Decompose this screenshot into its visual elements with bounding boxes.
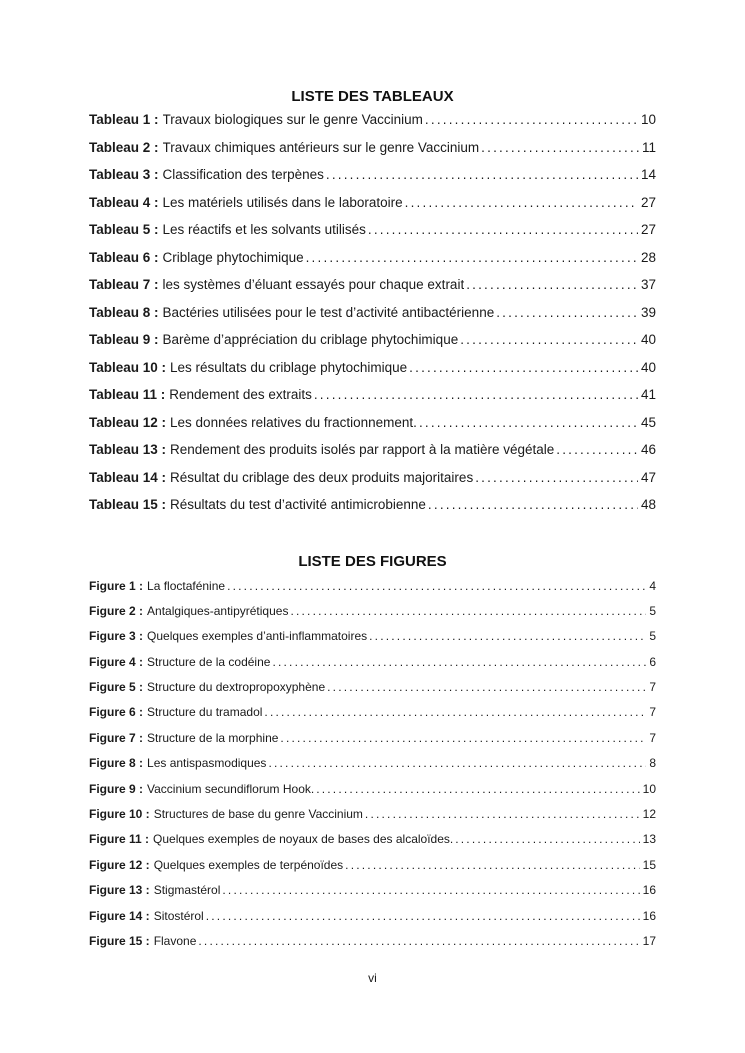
toc-entry <box>89 271 656 299</box>
dot-leader <box>475 464 638 492</box>
dot-leader <box>481 134 639 162</box>
toc-entry-page: 47 <box>640 469 656 485</box>
toc-entry-title: Résultat du criblage des deux produits majoritaires <box>170 469 474 485</box>
toc-entry-title: les systèmes d’éluant essayés pour chaque extrait <box>162 277 465 292</box>
toc-entry-page: 16 <box>642 908 656 923</box>
toc-entry-page: 5 <box>649 629 656 644</box>
tables-section <box>89 88 656 519</box>
dot-leader <box>409 354 638 382</box>
toc-entry-label: Tableau 3 : <box>89 167 159 182</box>
toc-entry-label: Figure 3 : <box>89 629 144 644</box>
figures-heading: LISTE DES FIGURES <box>298 552 447 570</box>
toc-entry-page: 7 <box>649 730 656 745</box>
dot-leader <box>272 650 646 675</box>
toc-entry-title: Sitostérol <box>153 908 204 923</box>
toc-entry-page: 12 <box>642 807 656 822</box>
toc-entry-label: Figure 7 : <box>89 730 144 745</box>
toc-entry <box>89 409 656 437</box>
toc-entry-page: 5 <box>649 603 656 618</box>
toc-entry <box>89 675 656 700</box>
toc-entry-label: Figure 6 : <box>89 705 144 720</box>
toc-entry <box>89 929 656 954</box>
dot-leader <box>369 624 646 649</box>
dot-leader <box>368 216 638 244</box>
toc-entry-title: Travaux chimiques antérieurs sur le genre Vaccinium <box>162 139 480 155</box>
toc-entry <box>89 777 656 802</box>
toc-entry <box>89 216 656 244</box>
toc-entry <box>89 299 656 327</box>
toc-entry-label: Figure 13 : <box>89 883 150 898</box>
dot-leader <box>306 244 638 272</box>
toc-entry-title: Vaccinium secundiflorum Hook. <box>147 781 315 796</box>
toc-entry-label: Tableau 14 : <box>89 469 167 485</box>
toc-entry-title: Barème d’appréciation du criblage phytochimique <box>162 332 459 347</box>
toc-entry-label: Tableau 6 : <box>89 249 159 265</box>
toc-entry-label: Figure 10 : <box>89 807 150 822</box>
toc-entry <box>89 599 656 624</box>
toc-entry-page: 41 <box>640 387 656 402</box>
dot-leader <box>314 381 638 409</box>
dot-leader <box>327 675 646 700</box>
toc-entry-title: Les matériels utilisés dans le laboratoire <box>162 194 403 210</box>
toc-entry-page: 37 <box>640 277 656 292</box>
toc-entry <box>89 574 656 599</box>
toc-entry-title: Travaux biologiques sur le genre Vaccinium <box>162 112 423 127</box>
toc-entry <box>89 326 656 354</box>
toc-entry-label: Tableau 4 : <box>89 194 159 210</box>
toc-entry-title: Rendement des produits isolés par rapport à la matière végétale <box>170 442 555 457</box>
toc-entry-page: 45 <box>640 414 656 430</box>
toc-entry-page: 14 <box>640 167 656 182</box>
toc-entry <box>89 189 656 217</box>
dot-leader <box>460 326 638 354</box>
toc-entry-page: 46 <box>640 442 656 457</box>
dot-leader <box>316 777 639 802</box>
dot-leader <box>365 802 640 827</box>
toc-entry <box>89 726 656 751</box>
dot-leader <box>425 106 638 134</box>
toc-entry-label: Tableau 7 : <box>89 277 159 292</box>
toc-entry <box>89 700 656 725</box>
toc-entry <box>89 650 656 675</box>
toc-entry-page: 13 <box>642 832 656 847</box>
toc-entry-title: Résultats du test d’activité antimicrobienne <box>170 497 426 512</box>
dot-leader <box>290 599 646 624</box>
toc-entry-label: Figure 8 : <box>89 756 144 771</box>
dot-leader <box>268 751 646 776</box>
toc-entry <box>89 436 656 464</box>
toc-entry-label: Figure 11 : <box>89 832 150 847</box>
toc-entry-title: Structure du tramadol <box>147 705 263 720</box>
dot-leader <box>345 853 639 878</box>
dot-leader <box>326 161 638 189</box>
toc-entry-label: Tableau 12 : <box>89 414 167 430</box>
toc-entry-page: 17 <box>642 933 656 948</box>
toc-entry-page: 7 <box>649 705 656 720</box>
toc-entry-title: Flavone <box>153 933 197 948</box>
toc-entry-page: 6 <box>649 654 656 669</box>
toc-entry-page: 10 <box>642 781 656 796</box>
toc-entry <box>89 624 656 649</box>
toc-entry-label: Tableau 2 : <box>89 139 159 155</box>
toc-entry-label: Figure 4 : <box>89 654 144 669</box>
toc-entry-label: Figure 12 : <box>89 857 150 872</box>
toc-entry <box>89 802 656 827</box>
toc-entry-title: Structure de la codéine <box>147 654 271 669</box>
toc-entry <box>89 827 656 852</box>
page-number: vi <box>368 971 377 986</box>
toc-entry-page: 27 <box>640 222 656 237</box>
toc-entry-title: Structures de base du genre Vaccinium <box>153 807 363 822</box>
toc-entry <box>89 878 656 903</box>
dot-leader <box>222 878 639 903</box>
tables-heading: LISTE DES TABLEAUX <box>291 88 454 105</box>
toc-entry-title: Quelques exemples de terpénoïdes <box>153 857 344 872</box>
toc-entry-title: Rendement des extraits <box>169 387 312 402</box>
toc-entry-title: Bactéries utilisées pour le test d’activité antibactérienne <box>162 304 495 320</box>
toc-entry-page: 16 <box>642 883 656 898</box>
toc-entry <box>89 853 656 878</box>
toc-entry-page: 8 <box>649 756 656 771</box>
toc-entry <box>89 134 656 162</box>
toc-entry-page: 40 <box>640 332 656 347</box>
toc-entry-label: Figure 9 : <box>89 781 144 796</box>
toc-entry <box>89 751 656 776</box>
toc-entry-title: Les résultats du criblage phytochimique <box>170 359 408 375</box>
dot-leader <box>227 574 646 599</box>
toc-entry-label: Tableau 15 : <box>89 497 167 512</box>
figures-list <box>89 574 656 955</box>
toc-entry-title: Quelques exemples de noyaux de bases des alcaloïdes. <box>153 832 454 847</box>
toc-entry-page: 40 <box>640 359 656 375</box>
toc-entry-page: 27 <box>640 194 656 210</box>
toc-entry-title: Quelques exemples d’anti-inflammatoires <box>147 629 368 644</box>
figures-section <box>89 553 656 955</box>
dot-leader <box>556 436 638 464</box>
toc-entry-title: Antalgiques-antipyrétiques <box>147 603 289 618</box>
dot-leader <box>264 700 646 725</box>
toc-entry-page: 7 <box>649 680 656 695</box>
toc-entry-title: Les données relatives du fractionnement. <box>170 414 417 430</box>
toc-entry-title: Structure de la morphine <box>147 730 279 745</box>
toc-entry <box>89 381 656 409</box>
dot-leader <box>280 726 646 751</box>
toc-entry-label: Tableau 13 : <box>89 442 167 457</box>
dot-leader <box>419 409 638 437</box>
dot-leader <box>455 827 639 852</box>
toc-entry-title: La floctafénine <box>147 578 226 593</box>
toc-entry-page: 28 <box>640 249 656 265</box>
tables-list <box>89 106 656 519</box>
toc-entry-title: Classification des terpènes <box>162 167 324 182</box>
toc-entry <box>89 904 656 929</box>
toc-entry-title: Les réactifs et les solvants utilisés <box>162 222 366 237</box>
toc-entry-label: Tableau 11 : <box>89 387 166 402</box>
toc-entry <box>89 106 656 134</box>
toc-entry-label: Figure 14 : <box>89 908 150 923</box>
toc-entry-label: Figure 2 : <box>89 603 144 618</box>
toc-entry-label: Tableau 9 : <box>89 332 159 347</box>
toc-entry <box>89 244 656 272</box>
toc-entry-page: 4 <box>649 578 656 593</box>
toc-entry-title: Structure du dextropropoxyphène <box>147 680 326 695</box>
toc-entry <box>89 354 656 382</box>
dot-leader <box>466 271 638 299</box>
dot-leader <box>206 904 640 929</box>
toc-entry-page: 11 <box>641 139 656 155</box>
toc-entry-title: Criblage phytochimique <box>162 249 304 265</box>
toc-entry-page: 48 <box>640 497 656 512</box>
dot-leader <box>496 299 638 327</box>
toc-entry-label: Tableau 10 : <box>89 359 167 375</box>
toc-entry <box>89 464 656 492</box>
toc-entry <box>89 491 656 519</box>
toc-entry-page: 10 <box>640 112 656 127</box>
dot-leader <box>198 929 639 954</box>
dot-leader <box>428 491 638 519</box>
toc-entry-label: Tableau 8 : <box>89 304 159 320</box>
toc-entry-page: 15 <box>642 857 656 872</box>
toc-entry-label: Tableau 5 : <box>89 222 159 237</box>
toc-entry <box>89 161 656 189</box>
dot-leader <box>405 189 638 217</box>
toc-entry-title: Les antispasmodiques <box>147 756 267 771</box>
toc-entry-title: Stigmastérol <box>153 883 221 898</box>
toc-entry-label: Tableau 1 : <box>89 112 159 127</box>
toc-entry-page: 39 <box>640 304 656 320</box>
toc-entry-label: Figure 1 : <box>89 578 144 593</box>
toc-entry-label: Figure 15 : <box>89 933 150 948</box>
toc-entry-label: Figure 5 : <box>89 680 144 695</box>
